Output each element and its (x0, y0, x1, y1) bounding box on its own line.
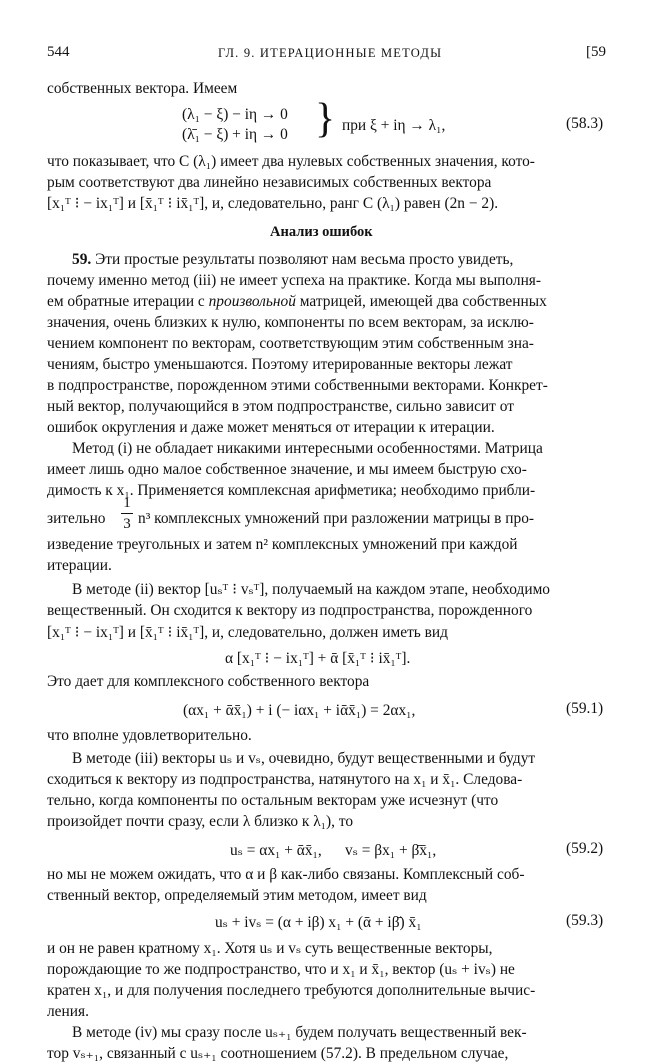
text-line: порождающие то же подпространство, что и x₁ и x̄₁, вектор (uₛ + ivₛ) не (47, 961, 515, 978)
text-line: ный вектор, получающийся в этом подпространстве, сильно зависит от (47, 398, 514, 415)
text-line: Это дает для комплексного собственного вектора (47, 673, 370, 690)
page-number: 544 (47, 44, 70, 60)
equation-number-58-3: (58.3) (566, 115, 604, 132)
text-line: [x₁ᵀ ⁝ − ix₁ᵀ] и [x̄₁ᵀ ⁝ ix̄₁ᵀ], и, следовательно, должен иметь вид (47, 624, 448, 641)
text-line: тельно, когда компоненты по остальным векторам уже исчезнут (что (47, 792, 499, 809)
equation-58-3-condition: при ξ + iη → λ₁, (342, 117, 446, 134)
text-line: почему именно метод (iii) не имеет успеха на практике. Когда мы выполня- (47, 272, 542, 289)
text-line: итерации. (47, 557, 112, 574)
text-line: чениям, быстро уменьшаются. Поэтому итерированные векторы лежат (47, 356, 513, 373)
equation-59-3: uₛ + ivₛ = (α + iβ) x₁ + (ᾱ + iβ̄) x̄₁ (215, 914, 422, 931)
equation-number-59-2: (59.2) (566, 840, 604, 857)
text-line: ления. (47, 1003, 89, 1020)
section-reference: [59 (586, 44, 606, 60)
text-line: кратен x₁, и для получения последнего требуются дополнительные вычис- (47, 982, 536, 999)
text-line (47, 291, 547, 312)
text-line: зительно (47, 510, 106, 527)
section-title: Анализ ошибок (270, 224, 373, 240)
fraction-bar (121, 513, 133, 514)
text-line: В методе (ii) вектор [uₛᵀ ⁝ vₛᵀ], получаемый на каждом этапе, необходимо (72, 581, 551, 598)
text-line: тор vₛ₊₁, связанный с uₛ₊₁ соотношением (57.2). В предельном случае, (47, 1045, 509, 1062)
text-line: вещественный. Он сходится к вектору из подпространства, порожденного (47, 602, 533, 619)
equation-58-3-line1: (λ₁ − ξ) − iη → 0 (182, 106, 288, 123)
text-span: ем обратные итерации с (47, 293, 209, 310)
text-line: чением компонент по векторам, соответствующим этим собственным зна- (47, 335, 534, 352)
text-line: n³ комплексных умножений при разложении матрицы в про- (138, 510, 535, 527)
text-span: матрицей, имеющей два собственных (295, 293, 547, 310)
text-line: имеет лишь одно малое собственное значение, и мы имеем быструю схо- (47, 461, 527, 478)
text-line: В методе (iv) мы сразу после uₛ₊₁ будем получать вещественный век- (72, 1024, 527, 1041)
text-line: рым соответствуют два линейно независимых собственных вектора (47, 174, 492, 191)
text-line: димость к x₁. Применяется комплексная арифметика; необходимо прибли- (47, 482, 536, 499)
fraction-denominator: 3 (123, 516, 131, 532)
text-line: и он не равен кратному x₁. Хотя uₛ и vₛ суть вещественные векторы, (47, 940, 493, 957)
text-line: произойдет почти сразу, если λ близко к λ₁), то (47, 813, 354, 830)
text-span: Эти простые результаты позволяют нам весьма просто увидеть, (91, 251, 514, 268)
equation-number-59-1: (59.1) (566, 700, 604, 717)
equation-line: α [x₁ᵀ ⁝ − ix₁ᵀ] + ᾱ [x̄₁ᵀ ⁝ ix̄₁ᵀ]. (225, 650, 411, 667)
equation-number-59-3: (59.3) (566, 912, 604, 929)
equation-58-3-line2: (λ̄₁ − ξ) + iη → 0 (182, 126, 288, 143)
equation-brace: } (315, 96, 336, 142)
equation-59-2-us: uₛ = αx₁ + ᾱx̄₁, (230, 842, 322, 859)
text-line: [x₁ᵀ ⁝ − ix₁ᵀ] и [x̄₁ᵀ ⁝ ix̄₁ᵀ], и, следовательно, ранг C (λ₁) равен (2n − 2). (47, 195, 499, 212)
paragraph-start (72, 249, 513, 270)
text-line: ственный вектор, определяемый этим методом, имеет вид (47, 887, 427, 904)
text-line: значения, очень близких к нулю, компоненты по всем векторам, за исклю- (47, 314, 534, 331)
italic-word: произвольной (208, 293, 296, 310)
equation-59-2-vs: vₛ = βx₁ + β̄x̄₁, (345, 842, 437, 859)
equation-59-1: (αx₁ + ᾱx̄₁) + i (− iαx₁ + iᾱx̄₁) = 2αx₁, (183, 702, 416, 719)
fraction-numerator: 1 (123, 495, 131, 511)
text-line: В методе (iii) векторы uₛ и vₛ, очевидно, будут вещественными и будут (72, 750, 536, 767)
text-line: но мы не можем ожидать, что α и β как-либо связаны. Комплексный соб- (47, 866, 525, 883)
running-title: ГЛ. 9. ИТЕРАЦИОННЫЕ МЕТОДЫ (218, 46, 443, 60)
paragraph-number: 59. (72, 251, 92, 268)
fraction-one-third (119, 494, 135, 533)
text-line: что вполне удовлетворительно. (47, 727, 252, 744)
text-line: Метод (i) не обладает никакими интересными особенностями. Матрица (72, 440, 543, 457)
text-line: что показывает, что C (λ₁) имеет два нулевых собственных значения, кото- (47, 153, 535, 170)
text-line: сходиться к вектору из подпространства, натянутого на x₁ и x̄₁. Следова- (47, 771, 523, 788)
text-line: в подпространстве, порожденном этими собственными векторами. Конкрет- (47, 377, 548, 394)
text-line: ошибок округления и даже может меняться от итерации к итерации. (47, 419, 495, 436)
text-line: собственных вектора. Имеем (47, 80, 238, 97)
text-line: изведение треугольных и затем n² комплексных умножений при каждой (47, 536, 518, 553)
